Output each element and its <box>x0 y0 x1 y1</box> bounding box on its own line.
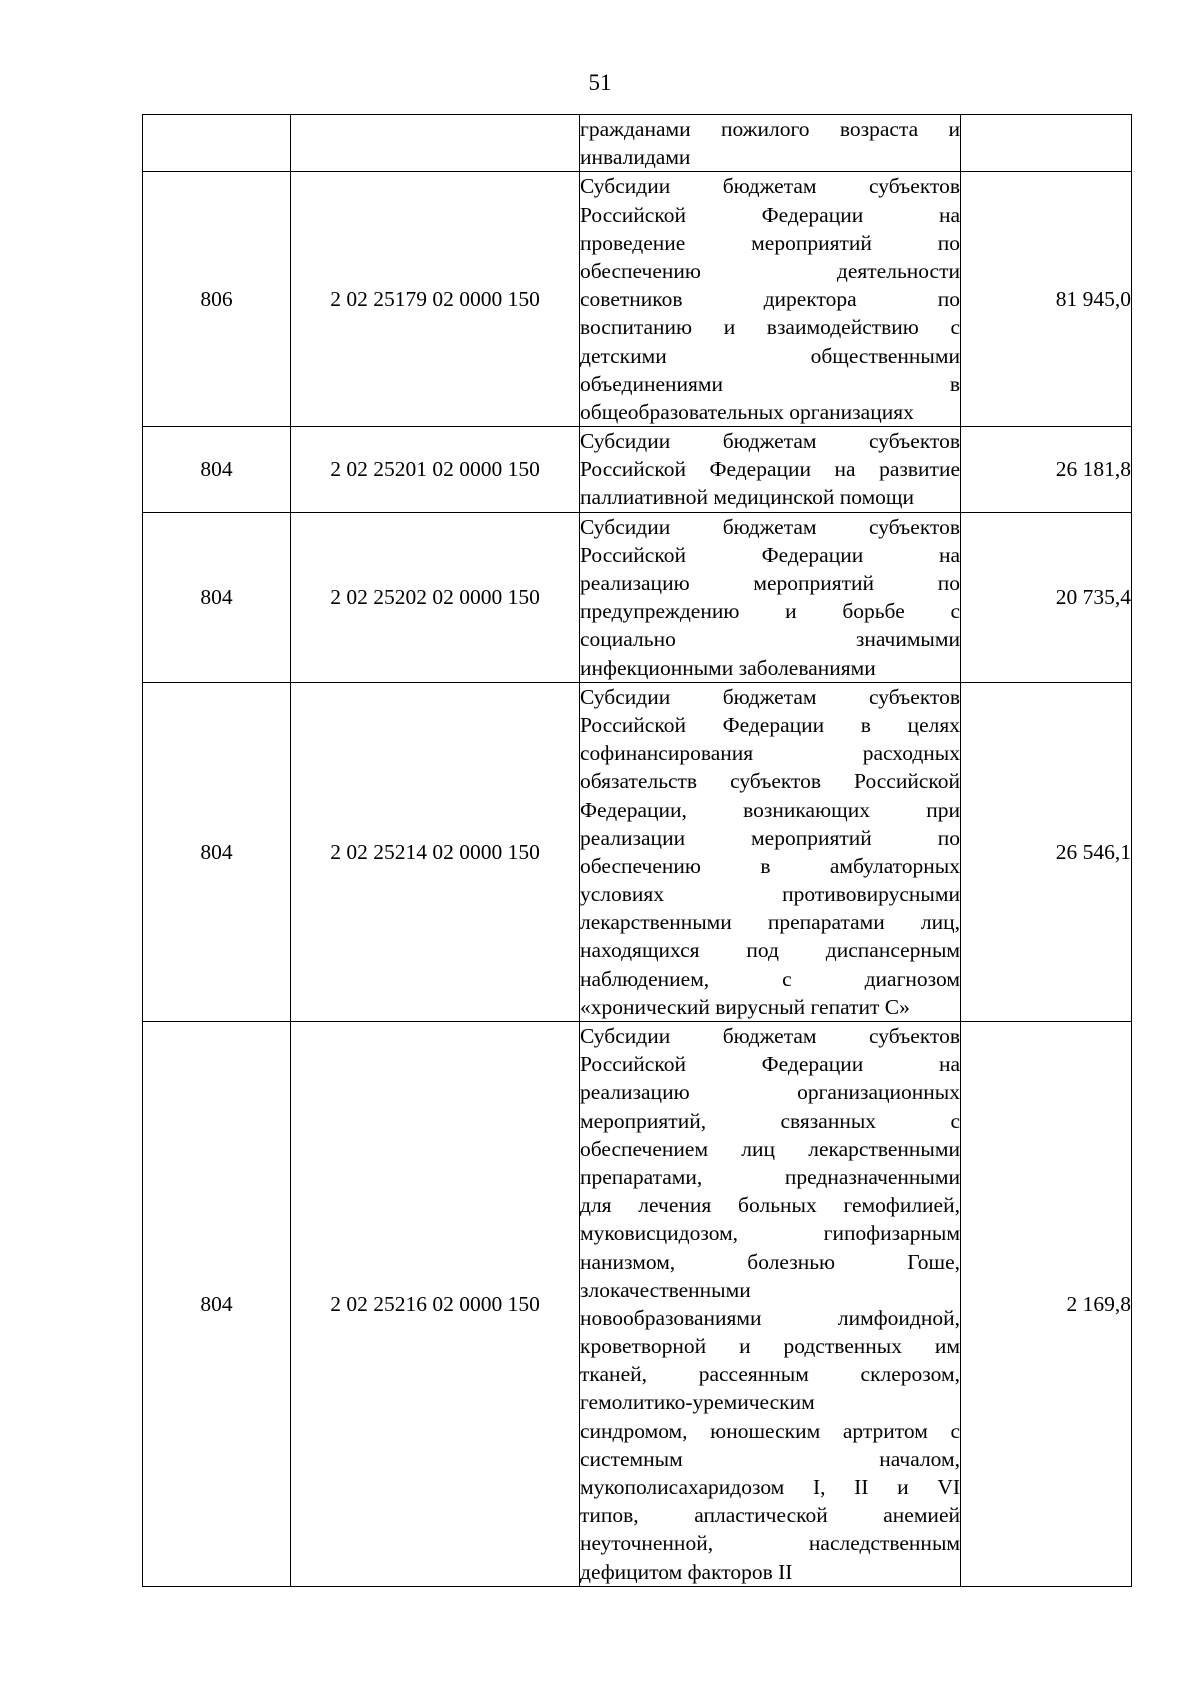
revenue-name-line: «хронический вирусный гепатит С» <box>580 994 910 1019</box>
table-body <box>143 115 1132 1587</box>
revenue-name-line: мукополисахаридозом I, II и VI <box>580 1475 960 1499</box>
budget-classification-code-cell <box>291 115 580 172</box>
budget-classification-code-cell: 2 02 25179 02 0000 150 <box>291 172 580 427</box>
budget-classification-code-cell: 2 02 25202 02 0000 150 <box>291 512 580 682</box>
revenue-name-line: дефицитом факторов II <box>580 1559 793 1584</box>
admin-code-cell <box>143 115 291 172</box>
amount-cell: 26 546,1 <box>961 682 1132 1021</box>
revenue-name-cell <box>580 1022 961 1587</box>
revenue-name-line: синдромом, юношеским артритом с <box>580 1418 960 1443</box>
admin-code-cell: 804 <box>143 1022 291 1587</box>
revenue-name-line: неуточненной, наследственным <box>580 1531 960 1556</box>
table-row <box>143 1022 1132 1587</box>
revenue-name-line: нанизмом, болезнью Гоше, <box>580 1249 960 1274</box>
revenue-name-line: Субсидии бюджетам субъектов <box>580 1024 960 1048</box>
admin-code-cell: 804 <box>143 512 291 682</box>
revenue-name-cell <box>580 682 961 1021</box>
revenue-name-line: тканей, рассеянным склерозом, <box>580 1362 960 1387</box>
revenue-name-line: лекарственными препаратами лиц, <box>580 910 960 935</box>
amount-cell: 20 735,4 <box>961 512 1132 682</box>
revenue-name-cell <box>580 172 961 427</box>
table-row <box>143 172 1132 427</box>
revenue-name-line: находящихся под диспансерным <box>580 938 960 963</box>
admin-code-cell: 806 <box>143 172 291 427</box>
revenue-name-cell <box>580 427 961 513</box>
budget-classification-code-cell: 2 02 25216 02 0000 150 <box>291 1022 580 1587</box>
revenue-name-line: муковисцидозом, гипофизарным <box>580 1221 960 1246</box>
revenue-name-line: проведение мероприятий по <box>580 230 960 255</box>
revenue-name-line: мероприятий, связанных с <box>580 1108 960 1133</box>
revenue-name-line: наблюдением, с диагнозом <box>580 966 960 991</box>
revenue-name-line: детскими общественными <box>580 343 960 368</box>
revenue-name-line: софинансирования расходных <box>580 741 960 766</box>
revenue-name-cell <box>580 115 961 172</box>
revenue-name-line: инвалидами <box>580 145 691 170</box>
budget-classification-code-cell: 2 02 25214 02 0000 150 <box>291 682 580 1021</box>
revenue-name-line: Субсидии бюджетам субъектов <box>580 514 960 539</box>
revenue-name-line: для лечения больных гемофилией, <box>580 1193 960 1218</box>
revenue-name-line: реализации мероприятий по <box>580 825 960 850</box>
table-row <box>143 427 1132 513</box>
revenue-name-line: воспитанию и взаимодействию с <box>580 315 960 340</box>
revenue-name-line: Российской Федерации на <box>580 1052 960 1077</box>
revenue-name-line: обеспечению деятельности <box>580 258 960 283</box>
amount-cell: 81 945,0 <box>961 172 1132 427</box>
budget-classification-code-cell: 2 02 25201 02 0000 150 <box>291 427 580 513</box>
revenue-name-line: гражданами пожилого возраста и <box>580 117 960 141</box>
revenue-name-line: обязательств субъектов Российской <box>580 769 960 794</box>
revenue-name-line: злокачественными <box>580 1277 751 1302</box>
revenue-name-line: инфекционными заболеваниями <box>580 655 876 680</box>
table-row <box>143 682 1132 1021</box>
revenue-name-line: Российской Федерации на <box>580 542 960 567</box>
amount-cell: 2 169,8 <box>961 1022 1132 1587</box>
revenue-name-line: Российской Федерации на развитие <box>580 457 960 482</box>
revenue-name-cell <box>580 512 961 682</box>
budget-revenue-table <box>142 114 1132 1587</box>
revenue-name-line: реализацию мероприятий по <box>580 571 960 595</box>
table-row <box>143 115 1132 172</box>
revenue-name-line: новообразованиями лимфоидной, <box>580 1305 960 1330</box>
amount-cell <box>961 115 1132 172</box>
revenue-name-line: социально значимыми <box>580 627 960 652</box>
admin-code-cell: 804 <box>143 427 291 513</box>
revenue-name-line: Российской Федерации на <box>580 202 960 227</box>
revenue-name-line: типов, апластической анемией <box>580 1503 960 1528</box>
revenue-name-line: предупреждению и борьбе с <box>580 599 960 624</box>
revenue-name-line: кроветворной и родственных им <box>580 1334 960 1359</box>
revenue-name-line: советников директора по <box>580 287 960 312</box>
revenue-name-line: Федерации, возникающих при <box>580 797 960 822</box>
revenue-name-line: Российской Федерации в целях <box>580 712 960 737</box>
revenue-name-line: Субсидии бюджетам субъектов <box>580 174 960 199</box>
revenue-name-line: обеспечением лиц лекарственными <box>580 1136 960 1161</box>
amount-cell: 26 181,8 <box>961 427 1132 513</box>
revenue-name-line: Субсидии бюджетам субъектов <box>580 429 960 454</box>
revenue-name-line: реализацию организационных <box>580 1080 960 1105</box>
revenue-name-line: Субсидии бюджетам субъектов <box>580 684 960 709</box>
revenue-name-line: препаратами, предназначенными <box>580 1164 960 1189</box>
page-number: 51 <box>588 70 612 95</box>
revenue-name-line: гемолитико-уремическим <box>580 1390 815 1415</box>
revenue-name-line: паллиативной медицинской помощи <box>580 485 914 510</box>
table-row <box>143 512 1132 682</box>
revenue-name-line: условиях противовирусными <box>580 882 960 907</box>
revenue-name-line: общеобразовательных организациях <box>580 399 914 424</box>
admin-code-cell: 804 <box>143 682 291 1021</box>
revenue-name-line: объединениями в <box>580 371 960 396</box>
revenue-name-line: обеспечению в амбулаторных <box>580 853 960 878</box>
revenue-name-line: системным началом, <box>580 1446 960 1471</box>
